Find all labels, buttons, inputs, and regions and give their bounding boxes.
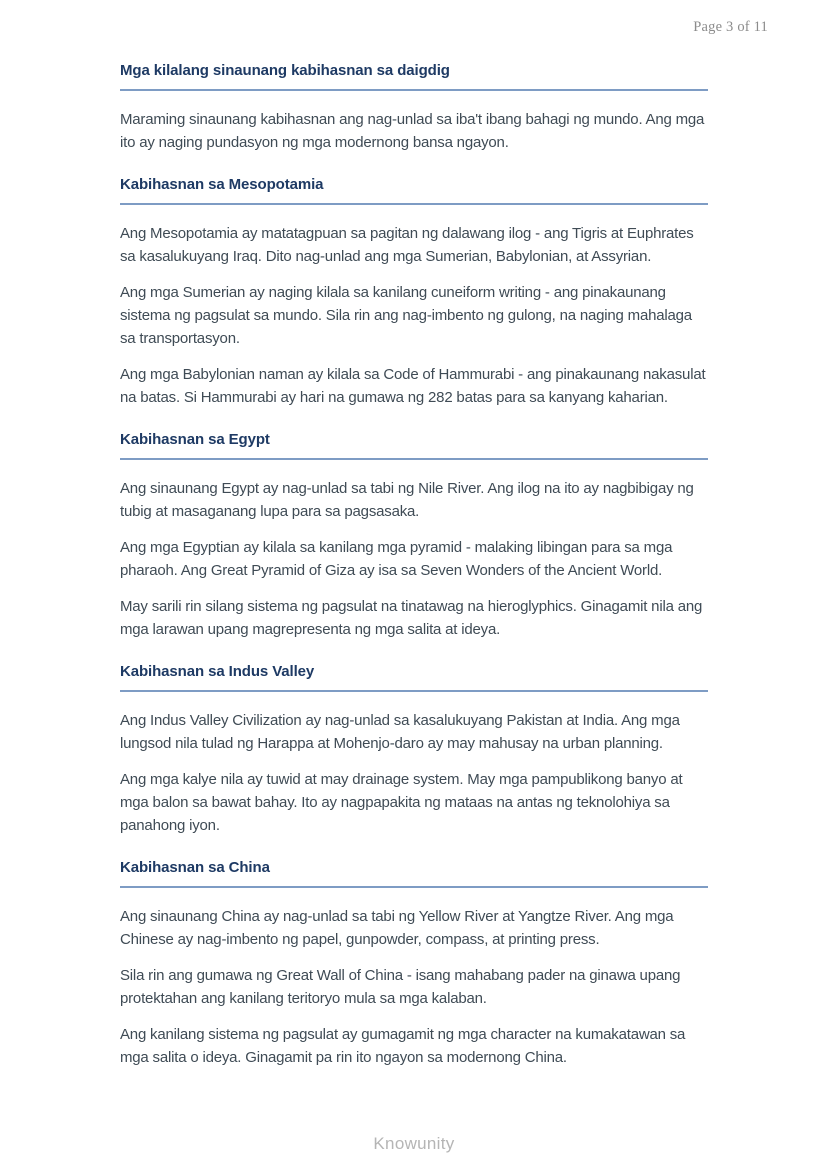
- section-title: Kabihasnan sa Mesopotamia: [120, 176, 324, 193]
- section-paragraphs: [120, 108, 708, 154]
- section-title: Mga kilalang sinaunang kabihasnan sa daigdig: [120, 62, 450, 79]
- section-paragraphs: [120, 222, 708, 409]
- document-body: [120, 61, 708, 1090]
- paragraph: May sarili rin silang sistema ng pagsulat na tinatawag na hieroglyphics. Ginagamit nila ang mga larawan upang magrepresenta ng mga salita at ideya.: [120, 598, 703, 638]
- section-title: Kabihasnan sa China: [120, 859, 270, 876]
- page-number: Page 3 of 11: [693, 19, 768, 35]
- section-divider: [120, 886, 708, 888]
- section-divider: [120, 690, 708, 692]
- paragraph: Ang mga Egyptian ay kilala sa kanilang mga pyramid - malaking libingan para sa mga pharaoh. Ang Great Pyramid of Giza ay isa sa Seven Wonders of the Ancient World.: [120, 539, 673, 579]
- paragraph: Ang kanilang sistema ng pagsulat ay gumagamit ng mga character na kumakatawan sa mga salita o ideya. Ginagamit pa rin ito ngayon sa modernong China.: [120, 1026, 686, 1066]
- section: [120, 430, 708, 641]
- section: [120, 61, 708, 154]
- paragraph: Ang Indus Valley Civilization ay nag-unlad sa kasalukuyang Pakistan at India. Ang mga lungsod nila tulad ng Harappa at Mohenjo-daro ay may mahusay na urban planning.: [120, 712, 680, 752]
- paragraph: Ang mga Babylonian naman ay kilala sa Code of Hammurabi - ang pinakaunang nakasulat na batas. Si Hammurabi ay hari na gumawa ng 282 batas para sa kanyang kaharian.: [120, 366, 706, 406]
- section-divider: [120, 89, 708, 91]
- paragraph: Sila rin ang gumawa ng Great Wall of China - isang mahabang pader na ginawa upang protektahan ang kanilang teritoryo mula sa mga kalaban.: [120, 967, 681, 1007]
- paragraph: Ang mga kalye nila ay tuwid at may drainage system. May mga pampublikong banyo at mga balon sa bawat bahay. Ito ay nagpapakita ng mataas na antas ng teknolohiya sa panahong iyon.: [120, 771, 683, 834]
- paragraph: Ang mga Sumerian ay naging kilala sa kanilang cuneiform writing - ang pinakaunang sistema ng pagsulat sa mundo. Sila rin ang nag-imbento ng gulong, na naging mahalaga sa transportasyon.: [120, 284, 692, 347]
- paragraph: Maraming sinaunang kabihasnan ang nag-unlad sa iba't ibang bahagi ng mundo. Ang mga ito ay naging pundasyon ng mga modernong bansa ngayon.: [120, 111, 705, 151]
- section-divider: [120, 203, 708, 205]
- section: [120, 858, 708, 1069]
- section: [120, 662, 708, 837]
- section: [120, 175, 708, 409]
- section-paragraphs: [120, 709, 708, 837]
- brand-watermark: Knowunity: [373, 1134, 455, 1153]
- paragraph: Ang Mesopotamia ay matatagpuan sa pagitan ng dalawang ilog - ang Tigris at Euphrates sa kasalukuyang Iraq. Dito nag-unlad ang mga Sumerian, Babylonian, at Assyrian.: [120, 225, 694, 265]
- section-paragraphs: [120, 905, 708, 1069]
- paragraph: Ang sinaunang China ay nag-unlad sa tabi ng Yellow River at Yangtze River. Ang mga Chinese ay nag-imbento ng papel, gunpowder, compass, at printing press.: [120, 908, 674, 948]
- section-title: Kabihasnan sa Egypt: [120, 431, 270, 448]
- section-divider: [120, 458, 708, 460]
- paragraph: Ang sinaunang Egypt ay nag-unlad sa tabi ng Nile River. Ang ilog na ito ay nagbibigay ng tubig at masaganang lupa para sa pagsasaka.: [120, 480, 694, 520]
- section-title: Kabihasnan sa Indus Valley: [120, 663, 315, 680]
- section-paragraphs: [120, 477, 708, 641]
